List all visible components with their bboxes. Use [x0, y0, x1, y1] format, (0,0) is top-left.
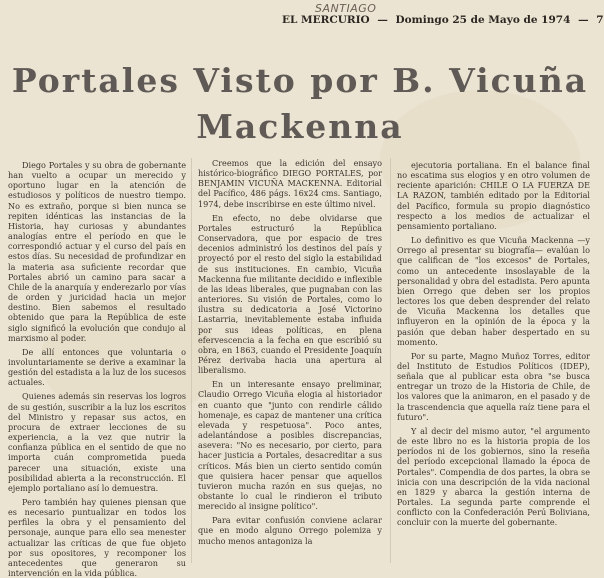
article-title — [0, 58, 600, 150]
handwritten-note: SANTIAGO — [315, 2, 377, 15]
paragraph: Lo definitivo es que Vicuña Mackenna —y Orrego al presentar su biografía— evalúan lo que califican de "los excesos" de Portales, como un antecedente insoslayable de la personalidad y obra del estadista. Pero apunta bien Orrego que deben ser los propios lectores los que deben desprender del relato de Vicuña Mackenna los detalles que influyeron en la opinión de la época y la pasión que deban haber despertado en su momento. — [397, 235, 590, 347]
paragraph: De allí entonces que voluntaria o involuntariamente se derive a examinar la gestión del estadista a la luz de los sucesos actuales. — [8, 346, 186, 388]
paragraph: Diego Portales y su obra de gobernante han vuelto a ocupar un merecido y oportuno lugar en la atención de estudiosos y políticos de nuestro tiempo. No es extraño, porque si bien nunca se repiten idénticas las instancias de la Historia, hay curiosas y abundantes analogías entre el período en que le correspondió actuar y el curso del país en estos días. Su necesidad de profundizar en la materia asa suficiente recordar que Portales abrió un camino para sacar a Chile de la anarquía y enderezarlo por vías de orden y juricidad hacia un mejor destino. Bien sabemos el resultado obtenido que para la República de este siglo significó la evolución que condujo al marxismo al poder. — [8, 160, 186, 343]
paragraph: Pero también hay quienes piensan que es necesario puntualizar en todos los perfiles la obra y el pensamiento del personaje, aunque para ello sea menester actualizar las críticas de que fue objeto por sus opositores, y recomponer los antecedentes que generaron su intervención en la vida pública. — [8, 497, 186, 578]
paragraph: ejecutoria portaliana. En el balance final no escatima sus elogios y en otro volumen de reciente aparición: CHILE O LA FUERZA DE LA RAZON, también editado por la Editorial del Pacífico, formula su propio diagnóstico respecto a los medios de actualizar el pensamiento portaliano. — [397, 160, 590, 231]
separator: — — [377, 14, 388, 26]
separator: — — [578, 14, 589, 26]
page-number: 7 — [596, 14, 604, 26]
paragraph: Creemos que la edición del ensayo histórico-biográfico DIEGO PORTALES, por BENJAMIN VICUÑA MACKENNA. Editorial del Pacífico, 486 págs. 16x24 cms. Santiago, 1974, debe inscribirse en este último nivel. — [198, 158, 382, 209]
paragraph: Y al decir del mismo autor, "el argumento de este libro no es la historia propia de los períodos ni de los gobiernos, sino la reseña del período excepcional llamado la época de Portales". Compendia de dos partes, la obra se inicia con una descripción de la vida nacional en 1829 y abarca la gestión interna de Portales. La segunda parte comprende el conflicto con la Confederación Perú Boliviana, concluir con la muerte del gobernante. — [397, 425, 590, 528]
issue-date: Domingo 25 de Mayo de 1974 — [395, 14, 571, 26]
column-divider — [191, 158, 192, 563]
article-title-line-1: Portales Visto por B. Vicuña — [11, 61, 589, 100]
newspaper-name: EL MERCURIO — [282, 14, 370, 26]
paragraph: Para evitar confusión conviene aclarar que en modo alguno Orrego polemiza y mucho menos antagoniza la — [198, 515, 382, 546]
paragraph: En un interesante ensayo preliminar, Claudio Orrego Vicuña elogia al historiador en cuanto que "junto con rendirle cálido homenaje, es capaz de mantener una crítica elevada y respetuosa". Poco antes, adelantándose a posibles discrepancias, asevera: "No es necesario, por cierto, para hacer justicia a Portales, desacreditar a sus críticos. Más bien un cierto sentido común que quisiera hacer pensar que aquellos tuvieron mucha razón en sus quejas, no obstante lo cual le rindieron el tributo merecido al insigne político". — [198, 379, 382, 512]
paragraph: En efecto, no debe olvidarse que Portales estructuró la República Conservadora, que por espacio de tres decenios administró los destinos del país y proyectó por el resto del siglo la estabilidad de sus instituciones. En cambio, Vicuña Mackenna fue militante decidido e inflexible de las ideas liberales, que pugnaban con las anteriores. Su visión de Portales, como lo ilustra su dedicatoria a José Victorino Lastarria, inevitablemente estaba influida por sus ideas políticas, en plena efervescencia a la fecha en que escribió su obra, en 1863, cuando el Presidente Joaquín Pérez derivaba hacia una apertura al liberalismo. — [198, 212, 382, 376]
article-column-1 — [8, 160, 186, 578]
masthead — [282, 14, 604, 26]
article-title-line-2: Mackenna — [196, 107, 404, 146]
column-divider — [390, 158, 391, 563]
article-column-2 — [198, 158, 382, 569]
article-column-3 — [397, 160, 590, 569]
paragraph: Quienes además sin reservas los logros de su gestión, suscribir a la luz los escritos del Ministro y repasar sus actos, en procura de extraer lecciones de su experiencia, a la vez que nutrir la confianza pública en el sentido de que no importa cuán comprometida pueda parecer una situación, existe una posibilidad abierta a la reconstrucción. El ejemplo portaliano así lo demuestra. — [8, 391, 186, 493]
paragraph: Por su parte, Magno Muñoz Torres, editor del Instituto de Estudios Políticos (IDEP), señala que al publicar esta obra "se busca entregar un trozo de la Historia de Chile, de los valores que la animaron, en el pasado y de la trascendencia que aquella raíz tiene para el futuro". — [397, 350, 590, 422]
